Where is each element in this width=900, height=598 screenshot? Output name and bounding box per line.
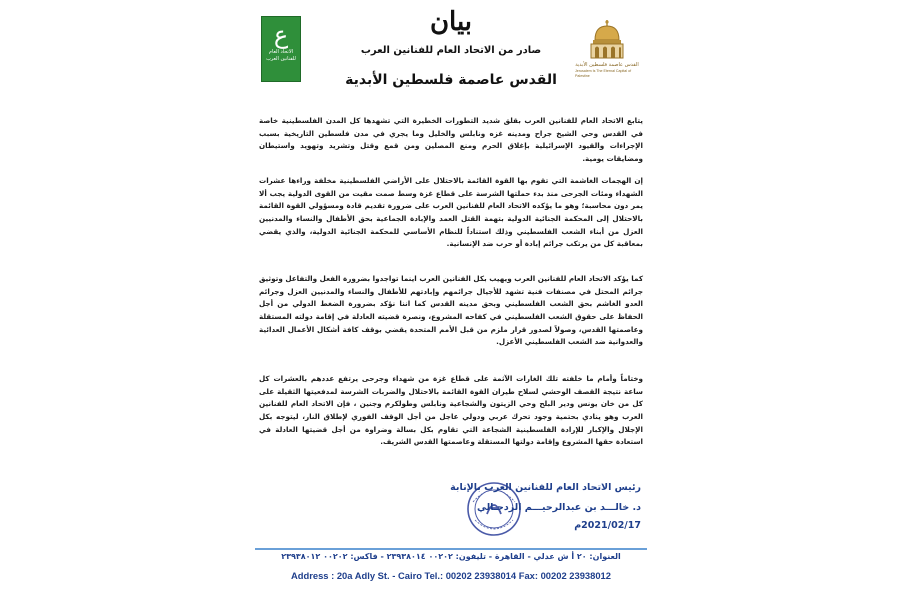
union-emblem-logo — [261, 16, 301, 82]
document-title: بيان — [429, 7, 473, 37]
jerusalem-logo-caption-en: Jerusalem Is The Eternal Capital of Palestine — [575, 69, 632, 78]
document-subtitle: صادر من الاتحاد العام للفنانين العرب — [360, 45, 542, 56]
statement-document — [255, 0, 647, 598]
document-headline: القدس عاصمة فلسطين الأبدية — [345, 72, 557, 88]
footer-address-english: Address : 20a Adly St. - Cairo Tel.: 00202 23938014 Fax: 00202 23938012 — [291, 570, 611, 581]
union-emblem-icon: ع — [273, 21, 289, 49]
signatory-name: د. خالـــد بن عبدالرحيـــم الزدجـالي — [477, 502, 641, 513]
signatory-role: رئيس الاتحاد العام للفنانين العرب بالإنابة — [450, 482, 641, 493]
paragraph-2: إن الهجمات الغاشمة التي تقوم بها القوة القائمة بالاحتلال على الأراضي الفلسطينية مخلفة وراءها عشرات الشهداء ومئات الجرحى منذ بدء حملتها الشرسة على قطاع غزة وسط صمت مقيت من القوى الدولية يجب ألا يمر دون محاسبة؛ وهو ما يؤكده الاتحاد العام للفنانين العرب على ضرورة تقديم قادة ومسؤولي القوة القائمة بالاحتلال إلى المحكمة الجنائية الدولية بتهمة القتل العمد والإبادة الجماعية بحق الأطفال والنساء والمدنيين العزل من أبناء الشعب الفلسطيني وذلك استناداً للنظام الأساسي للمحكمة الجنائية الدولية، والذي يقضي بمعاقبة كل من يرتكب جرائم إبادة أو حرب ضد الإنسانية. — [259, 176, 643, 249]
dome-of-the-rock-icon — [585, 18, 629, 62]
union-logo-caption: الاتحاد العام للفنانين العرب — [266, 49, 296, 62]
paragraph-4: وختاماً وأمام ما خلفته تلك الغارات الآثمة على قطاع غزة من شهداء وجرحى يرتفع عددهم بالعشرات كل ساعة نتيجة القصف الوحشي لسلاح طيران القوة القائمة بالاحتلال والضربات الشرسة لمدفعيتها الثقيلة على كل من خان يونس ودير البلح وحي الزيتون والشجاعية ونابلس وطولكرم وجنين ، فإن الاتحاد العام للفنانين العرب وهو ينادي بحتمية وجود تحرك عربي ودولي عاجل من أجل الوقف الفوري لإطلاق النار، ليتوجه بكل الإجلال والإكبار للإرادة الفلسطينية الشجاعة التي تقاوم بكل بسالة وضراوة من أجل قضيتها العادلة في استعادة حقها المشروع وإقامة دولتها المستقلة وعاصمتها القدس الشريف. — [259, 374, 643, 447]
jerusalem-logo — [575, 18, 639, 88]
paragraph-1: يتابع الاتحاد العام للفنانين العرب بقلق شديد التطورات الخطيرة التي تشهدها كل المدن الفلسطينية خاصة في القدس وحي الشيخ جراح ومدينه غزه ونابلس والخليل وما يجري في مدن فلسطين التاريخية بسبب الإجراءات والقيود الإسرائيلية بإغلاق الحرم ومنع المصلين ومن قمع وقتل وتشريد وتهويد واستيطان ومضايقات يومية. — [259, 116, 643, 163]
paragraph-3: كما يؤكد الاتحاد العام للفنانين العرب ويهيب بكل الفنانين العرب اينما تواجدوا بضرورة الفعل والتفاعل وتوثيق جرائم المحتل في مصنفات فنية تشهد للأجيال جرائمهم وإبادتهم للأطفال والنساء والمدنيين العزل وجرائم العدو الغاشم بحق الشعب الفلسطيني وبحق مدينه القدس كما اننا نؤكد بضرورة الضغط الدولي من أجل الحفاظ على حقوق الشعب الفلسطيني في كفاحه المشروع، ونصرة قضيته العادلة في إقامة دولته المستقلة وعاصمتها القدس، وصولاً لصدور قرار ملزم من قبل الأمم المتحدة يقضي بوقف كافة أشكال الأعمال العدائية والعدوانية ضد الشعب الفلسطيني الأعزل. — [259, 274, 643, 347]
jerusalem-logo-caption-ar: القدس عاصمة فلسطين الأبدية — [575, 62, 639, 68]
footer-address-arabic: العنوان: ٢٠ أ ش عدلي - القاهرة - تليفون: ٠٠٢٠٢ ٢٣٩٣٨٠١٤ - فاكس: ٠٠٢٠٢ ٢٣٩٣٨٠١٢ — [281, 552, 621, 561]
signature-date: 2021/02/17م — [574, 520, 641, 531]
